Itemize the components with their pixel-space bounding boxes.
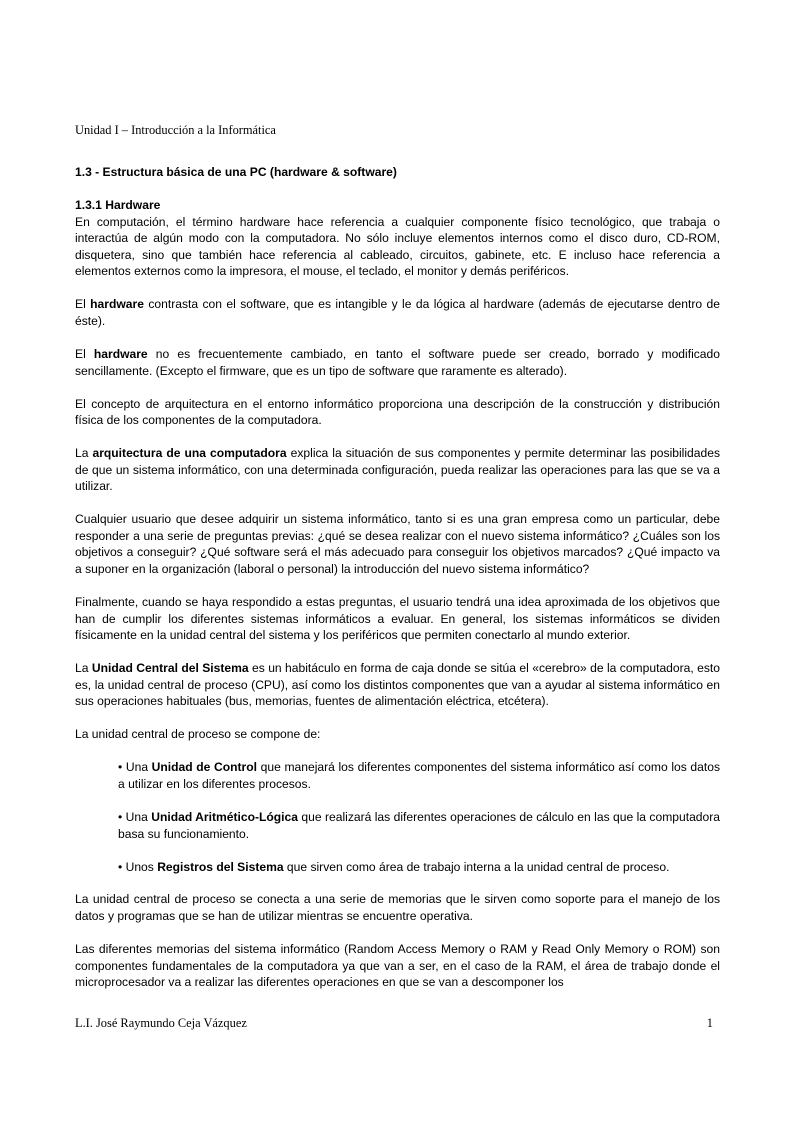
paragraph-user-questions: Cualquier usuario que desee adquirir un sistema informático, tanto si es una gran empresa como un particular, debe responder a una serie de preguntas previas: ¿qué se desea realizar con el nuevo sistema informático? ¿Cuáles son los objetivos a conseguir? ¿Qué software será el más adecuado para conseguir los objetivos marcados? ¿Qué impacto va a suponer en la organización (laboral o personal) la introducción del nuevo sistema informático? bbox=[75, 512, 720, 577]
paragraph-hardware-contrast bbox=[75, 296, 720, 329]
bold-term: Unidad Aritmético-Lógica bbox=[151, 809, 298, 824]
text: explica la situación de sus componentes y permite determinar las posibilidades de que un sistema informático, con una determinada configuración, pueda realizar las operaciones para las que se va a utilizar. bbox=[75, 446, 720, 494]
bullet-registers bbox=[118, 859, 720, 876]
text: no es frecuentemente cambiado, en tanto el software puede ser creado, borrado y modificado sencillamente. (Excepto el firmware, que es un tipo de software que raramente es alterado). bbox=[75, 346, 720, 378]
running-header: Unidad I – Introducción a la Informática bbox=[75, 123, 276, 137]
text: que manejará los diferentes componentes del sistema informático así como los datos a utilizar en los diferentes procesos. bbox=[118, 760, 720, 791]
text: La bbox=[75, 661, 92, 676]
bold-term: hardware bbox=[93, 346, 148, 361]
bold-term: Unidad de Control bbox=[151, 760, 258, 775]
text: es un habitáculo en forma de caja donde se sitúa el «cerebro» de la computadora, esto es, la unidad central de proceso (CPU), así como los distintos componentes que van a ayudar al sistema informático en sus operaciones habituales (bus, memorias, fuentes de alimentación eléctrica, etcétera). bbox=[75, 661, 721, 709]
paragraph-cpu-components: La unidad central de proceso se compone de: bbox=[75, 727, 321, 742]
text: • Una bbox=[118, 809, 152, 824]
bold-term: Unidad Central del Sistema bbox=[91, 661, 249, 676]
text: • Unos bbox=[118, 859, 158, 874]
text: que realizará las diferentes operaciones de cálculo en las que la computadora basa su funcionamiento. bbox=[118, 809, 721, 841]
text: • Una bbox=[118, 760, 152, 775]
text: que sirven como área de trabajo interna a la unidad central de proceso. bbox=[283, 859, 670, 874]
paragraph-central-unit bbox=[75, 660, 720, 710]
text: El bbox=[75, 297, 91, 312]
bold-term: hardware bbox=[90, 297, 144, 312]
bullet-alu bbox=[118, 809, 720, 842]
paragraph-computer-architecture bbox=[75, 445, 720, 495]
paragraph-hardware-definition: En computación, el término hardware hace referencia a cualquier componente físico tecnológico, que trabaja o interactúa de algún modo con la computadora. No sólo incluye elementos internos como el disco duro, CD-ROM, disquetera, sino que también hace referencia al cableado, circuitos, gabinete, etc. E incluso hace referencia a elementos externos como la impresora, el mouse, el teclado, el monitor y demás periféricos. bbox=[75, 214, 720, 279]
paragraph-hardware-change bbox=[75, 346, 720, 379]
page-body bbox=[75, 164, 720, 1007]
page-number: 1 bbox=[706, 1016, 713, 1030]
section-title: 1.3 - Estructura básica de una PC (hardware & software) bbox=[75, 165, 397, 179]
paragraph-architecture-concept: El concepto de arquitectura en el entorno informático proporciona una descripción de la construcción y distribución física de los componentes de la computadora. bbox=[75, 396, 720, 428]
footer-author: L.I. José Raymundo Ceja Vázquez bbox=[75, 1016, 247, 1030]
bold-term: arquitectura de una computadora bbox=[92, 446, 287, 461]
subsection-title: 1.3.1 Hardware bbox=[75, 197, 161, 212]
bullet-control-unit bbox=[118, 759, 720, 792]
text: La bbox=[75, 446, 93, 461]
paragraph-memories: Las diferentes memorias del sistema informático (Random Access Memory o RAM y Read Only Memory o ROM) son componentes fundamentales de la computadora ya que van a ser, en el caso de la RAM, el área de trabajo donde el microprocesador va a realizar las diferentes operaciones en que se van a descomponer los bbox=[75, 942, 720, 990]
paragraph-memory-connection: La unidad central de proceso se conecta a una serie de memorias que le sirven como soporte para el manejo de los datos y programas que se han de utilizar mientras se encuentre operativa. bbox=[75, 892, 720, 924]
text: contrasta con el software, que es intangible y le da lógica al hardware (además de ejecutarse dentro de éste). bbox=[75, 297, 720, 328]
text: El bbox=[75, 346, 94, 361]
bold-term: Registros del Sistema bbox=[157, 859, 284, 874]
paragraph-finally: Finalmente, cuando se haya respondido a estas preguntas, el usuario tendrá una idea aproximada de los objetivos que han de cumplir los diferentes sistemas informáticos a evaluar. En general, los sistemas informáticos se dividen físicamente en la unidad central del sistema y los periféricos que permiten conectarlo al mundo exterior. bbox=[75, 595, 720, 643]
